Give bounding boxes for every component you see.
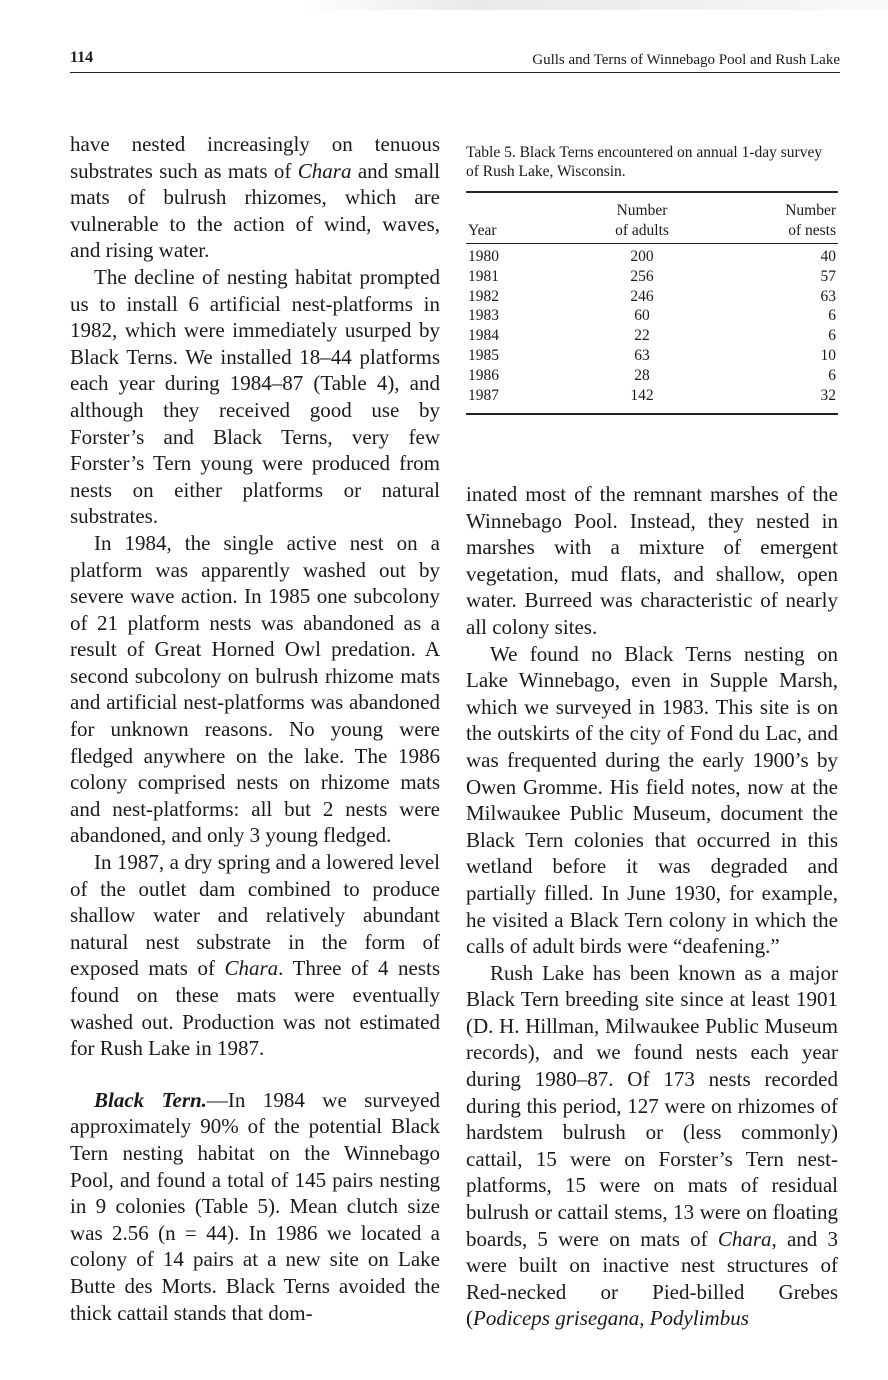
species-name: Chara [297,158,352,183]
scan-shadow [300,0,888,10]
table-header [466,195,838,243]
table-caption: Table 5. Black Terns encountered on annual 1-day survey of Rush Lake, Wisconsin. [466,144,823,180]
paragraph: In 1987, a dry spring and a lowered level of the outlet dam combined to produce shallow water and relatively abundant natural nest substrate in the form of exposed mats of Chara. Three of 4 nests found on these mats were eventually washed out. Production was not estimated for Rush Lake in 1987. [70,850,440,1061]
col-header-nests: Number of nests [785,202,836,239]
section-paragraph: Black Tern.—In 1984 we surveyed approximately 90% of the potential Black Tern nesting habitat on the Winnebago Pool, and found a total of 145 pairs nesting in 9 colonies (Table 5). Mean clutch size was 2.56 (n = 44). In 1986 we located a colony of 14 pairs at a new site on Lake Butte des Morts. Black Terns avoided the thick cattail stands that dom- [70,1087,440,1325]
running-title: Gulls and Terns of Winnebago Pool and Rush Lake [532,52,840,68]
paragraph: inated most of the remnant marshes of the Winnebago Pool. Instead, they nested in marshes with a mixture of emergent vegetation, mud flats, and shallow, open water. Burreed was characteristic of nearly all colony sites. [466,482,838,639]
left-column [70,131,440,1326]
paragraph: have nested increasingly on tenuous substrates such as mats of Chara and small mats of bulrush rhizomes, which are vulnerable to the action of wind, waves, and rising water. [70,132,440,263]
table-body [466,244,838,413]
table-row: 1981 256 57 [468,267,836,285]
table-5 [466,143,838,415]
species-name: Chara [224,956,279,981]
table-row: 1980 200 40 [468,248,836,265]
species-name: Podiceps grisegana, Podylimbus [473,1306,749,1331]
col-header-year: Year [468,222,497,239]
table-row: 1987 142 32 [468,386,836,404]
col-header-adults: Number of adults [615,202,669,239]
table-row: 1986 28 6 [468,366,836,384]
table-row: 1985 63 10 [468,346,836,364]
table-row: 1984 22 6 [468,327,836,345]
paragraph: In 1984, the single active nest on a platform was apparently washed out by severe wave action. In 1985 one subcolony of 21 platform nests was abandoned as a result of Great Horned Owl predation. A second subcolony on bulrush rhizome mats and artificial nest-platforms was abandoned for unknown reasons. No young were fledged anywhere on the lake. The 1986 colony comprised nests on rhizome mats and nest-platforms: all but 2 nests were abandoned, and only 3 young fledged. [70,530,440,848]
paragraph: We found no Black Terns nesting on Lake Winnebago, even in Supple Marsh, which we surveyed in 1983. This site is on the outskirts of the city of Fond du Lac, and was frequented during the early 1900’s by Owen Gromme. His field notes, now at the Milwaukee Public Museum, document the Black Tern colonies that occurred in this wetland before it was degraded and partially filled. In June 1930, for example, he visited a Black Tern colony in which the calls of adult birds were “deafening.” [466,641,838,959]
page-number: 114 [70,49,94,66]
table-top-rule [466,191,838,193]
right-column [466,481,838,1332]
section-heading: Black Tern. [94,1087,207,1112]
page-header [70,46,840,73]
paragraph: Rush Lake has been known as a major Black Tern breeding site since at least 1901 (D. H. Hillman, Milwaukee Public Museum records), and we found nests each year during 1980–87. Of 173 nests recorded during this period, 127 were on rhizomes of hardstem bulrush or (less commonly) cattail, 15 were on Forster’s Tern nest-platforms, 15 were on mats of residual bulrush or cattail stems, 13 were on floating boards, 5 were on mats of Chara, and 3 were built on inactive nest structures of Red-necked or Pied-billed Grebes (Podiceps grisegana, Podylimbus [466,960,838,1331]
species-name: Chara [717,1226,772,1251]
paragraph: The decline of nesting habitat prompted us to install 6 artificial nest-platforms in 1982, which were immediately usurped by Black Terns. We installed 18–44 platforms each year during 1984–87 (Table 4), and although they received good use by Forster’s and Black Terns, very few Forster’s Tern young were produced from nests on either platforms or natural substrates. [70,264,440,529]
table-row: 1983 60 6 [468,307,836,325]
table-bottom-rule [466,413,838,415]
table-row: 1982 246 63 [468,287,836,305]
